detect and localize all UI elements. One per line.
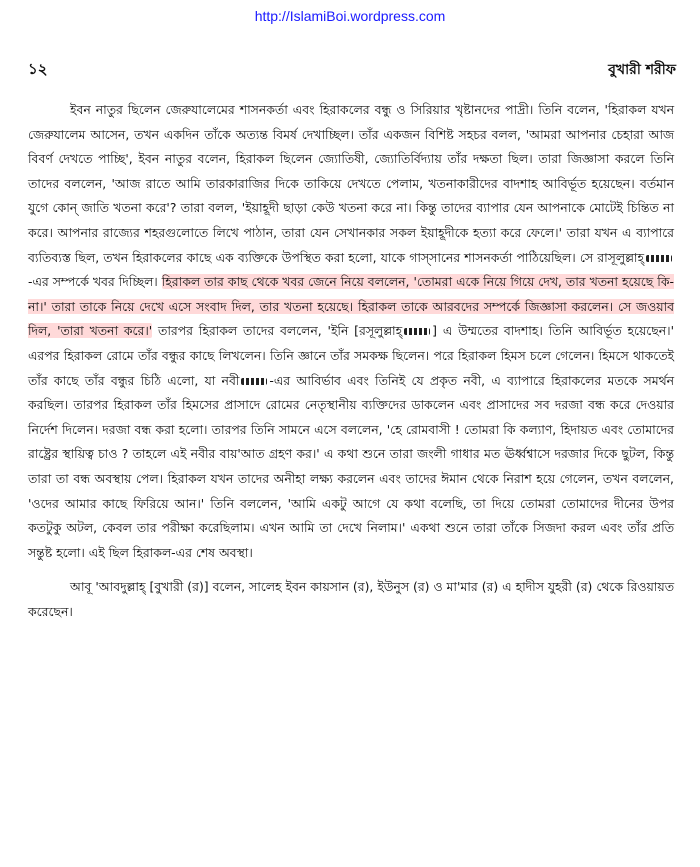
paragraph-main xyxy=(28,98,674,565)
paragraph-narration: আবূ 'আবদুল্লাহ্‌ [বুখারী (র)] বলেন, সালেহ ইবন কায়সান (র), ইউনুস (র) ও মা'মার (র) এ হাদীস যুহরী (র) থেকে রিওয়ায়ত করেছেন। xyxy=(28,579,674,619)
paragraph-text: -এর আবির্ভাব এবং তিনিই যে প্রকৃত নবী, এ ব্যাপারে হিরাকলের মতকে সমর্থন করছিল। তারপর হিরাকল তাঁর হিমসের প্রাসাদে রোমের নেতৃস্থানীয় ব্যক্তিদের ডাকলেন এবং প্রাসাদের সব দরজা বন্ধ করে দেওয়ার নির্দেশ দিলেন। দরজা বন্ধ করা হলো। তারপর তিনি সামনে এসে বললেন, 'হে রোমবাসী ! তোমরা কি কল্যাণ, হিদায়ত এবং তোমাদের রাষ্ট্রের স্থায়িত্ব চাও ? তাহলে এই নবীর বায়'আত গ্রহণ কর।' এ কথা শুনে তারা জংলী গাধার মত ঊর্ধ্বশ্বাসে দরজার দিকে ছুটল, কিন্তু তারা তা বন্ধ অবস্থায় পেল। হিরাকল যখন তাদের অনীহা লক্ষ্য করলেন এবং তাদের ঈমান থেকে নিরাশ হয়ে গেলেন, তখন বললেন, 'ওদের আমার কাছে ফিরিয়ে আন।' তিনি বললেন, 'আমি একটু আগে যে কথা বলেছি, তা দিয়ে তোমরা তোমাদের দীনের উপর কতটুকু অটল, কেবল তার পরীক্ষা করেছিলাম। এখন আমি তা দেখে নিলাম।' একথা শুনে তারা তাঁকে সিজদা করল এবং তাঁর প্রতি সন্তুষ্ট হলো। এই ছিল হিরাকল-এর শেষ অবস্থা। xyxy=(28,372,674,560)
page-number: ১২ xyxy=(28,60,48,78)
paragraph-text: ইবন নাতুর ছিলেন জেরুযালেমের শাসনকর্তা এবং হিরাকলের বন্ধু ও সিরিয়ার খৃষ্টানদের পাদ্রী। তিনি বলেন, 'হিরাকল যখন জেরুযালেম আসেন, তখন একদিন তাঁকে অত্যন্ত বিমর্ষ দেখাচ্ছিল। তাঁর একজন বিশিষ্ট সহচর বলল, 'আমরা আপনার চেহারা আজ বিবর্ণ দেখতে পাচ্ছি', ইবন নাতুর বলেন, হিরাকল ছিলেন জ্যোতিষী, জ্যোতির্বিদ্যায় তাঁর দক্ষতা ছিল। তারা জিজ্ঞাসা করলে তিনি তাদের বললেন, 'আজ রাতে আমি তারকারাজির দিকে তাকিয়ে দেখতে পেলাম, খতনাকারীদের বাদশাহ আবির্ভূত হয়েছেন। বর্তমান যুগে কোন্ জাতি খতনা করে'? তারা বলল, 'ইয়াহূদী ছাড়া কেউ খতনা করে না। কিন্তু তাদের ব্যাপার যেন আপনাকে মোটেই চিন্তিত না করে। আপনার রাজ্যের শহরগুলোতে লিখে পাঠান, তারা যেন সেখানকার সকল ইয়াহূদীকে হত্যা করে ফেলে।' তারা যখন এ ব্যাপারে ব্যতিব্যস্ত ছিল, তখন হিরাকলের কাছে এক ব্যক্তিকে উপস্থিত করা হলো, যাকে গাস্‌সানের শাসনকর্তা পাঠিয়েছিল। সে রাসূলুল্লাহ্‌ xyxy=(28,102,674,265)
page-header xyxy=(28,58,676,82)
book-title: বুখারী শরীফ xyxy=(608,62,676,78)
paragraph-text: ] এ উম্মতের বাদশাহ। তিনি আবির্ভূত হয়েছেন।' এরপর হিরাকল রোমে তাঁর বন্ধুর কাছে লিখলেন। তিনি জ্ঞানে তাঁর সমকক্ষ ছিলেন। পরে হিরাকল হিমস চলে গেলেন। হিমসে থাকতেই তাঁর কাছে তাঁর বন্ধুর চিঠি এলো, যা নবী xyxy=(28,323,674,388)
salutation-calligraphy-icon xyxy=(404,328,430,335)
page-body xyxy=(28,98,674,624)
site-url: http://IslamiBoi.wordpress.com xyxy=(254,8,446,24)
salutation-calligraphy-icon xyxy=(241,378,267,385)
salutation-calligraphy-icon xyxy=(646,255,672,262)
highlighted-text: হিরাকল তার কাছ থেকে খবর জেনে নিয়ে বললেন, 'তোমরা একে নিয়ে গিয়ে দেখ, তার খতনা হয়েছে কি-না।' তারা তাকে নিয়ে দেখে এসে সংবাদ দিল, তার খতনা হয়েছে। হিরাকল তাকে আরবদের সম্পর্কে জিজ্ঞাসা করলেন। সে জওয়াব দিল, 'তারা খতনা করে।' xyxy=(28,274,674,339)
paragraph-text: তারপর হিরাকল তাদের বললেন, 'ইনি [রসূলুল্লাহ্‌ xyxy=(152,323,403,339)
paragraph-text: -এর সম্পর্কে খবর দিচ্ছিল। xyxy=(28,274,158,290)
